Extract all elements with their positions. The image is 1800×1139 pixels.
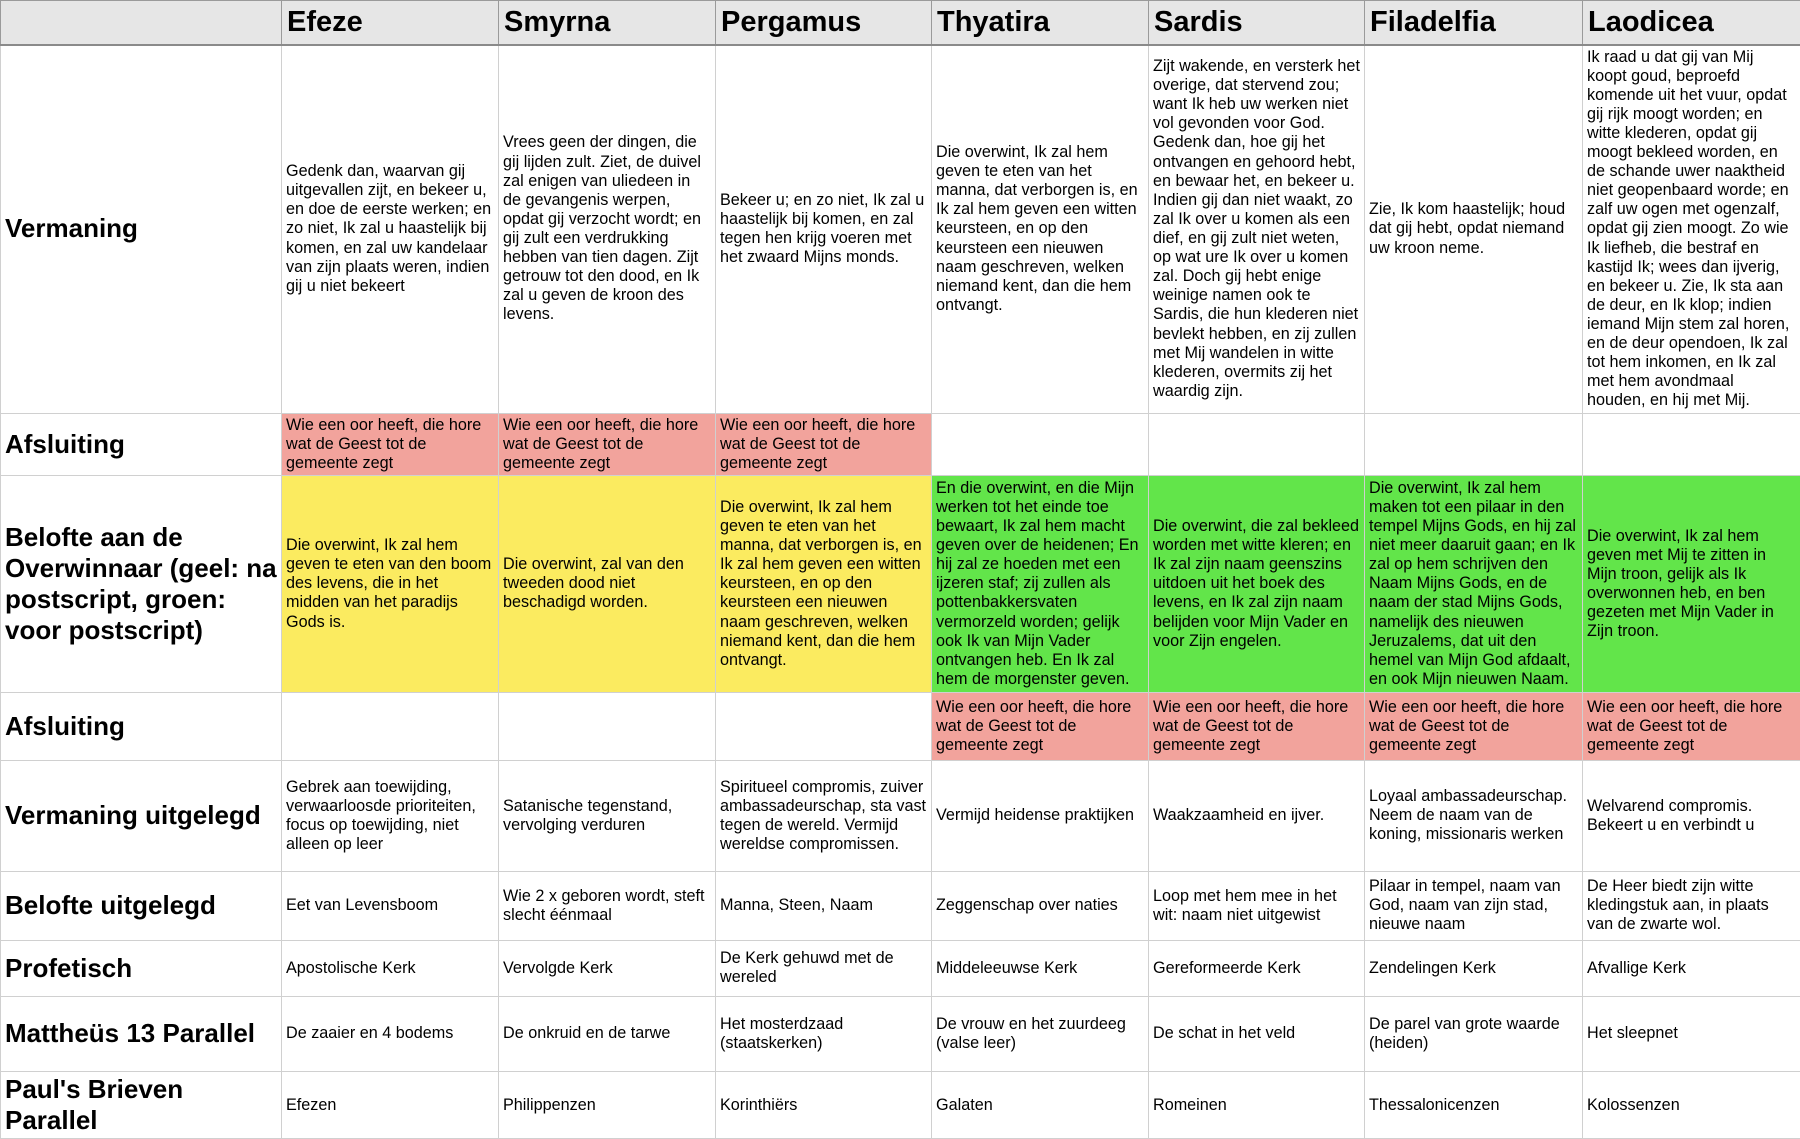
row-header: Mattheüs 13 Parallel: [1, 996, 282, 1071]
table-cell: Spiritueel compromis, zuiver ambassadeurschap, sta vast tegen de wereld. Vermijd wereldse compromissen.: [716, 760, 932, 871]
column-header: Laodicea: [1583, 1, 1800, 45]
table-cell: Eet van Levensboom: [282, 871, 499, 940]
table-cell: Manna, Steen, Naam: [716, 871, 932, 940]
table-cell: De vrouw en het zuurdeeg (valse leer): [932, 996, 1149, 1071]
table-cell: Die overwint, die zal bekleed worden met witte kleren; en Ik zal zijn naam geenszins uitdoen uit het boek des levens, en Ik zal zijn naam belijden voor Mijn Vader en voor Zijn engelen.: [1149, 475, 1365, 692]
table-row: [1, 413, 1800, 475]
row-header: Vermaning uitgelegd: [1, 760, 282, 871]
table-cell: Bekeer u; en zo niet, Ik zal u haastelijk bij komen, en zal tegen hen krijg voeren met het zwaard Mijns monds.: [716, 45, 932, 414]
table-cell: [932, 413, 1149, 475]
column-header: Smyrna: [499, 1, 716, 45]
table-cell: Zie, Ik kom haastelijk; houd dat gij hebt, opdat niemand uw kroon neme.: [1365, 45, 1583, 414]
row-header: Afsluiting: [1, 413, 282, 475]
table-cell: [282, 692, 499, 760]
table-cell: Het mosterdzaad (staatskerken): [716, 996, 932, 1071]
column-header: Filadelfia: [1365, 1, 1583, 45]
column-header: Pergamus: [716, 1, 932, 45]
table-cell: Middeleeuwse Kerk: [932, 940, 1149, 996]
row-header: Afsluiting: [1, 692, 282, 760]
table-row: [1, 871, 1800, 940]
table-row: [1, 475, 1800, 692]
table-cell: De Heer biedt zijn witte kledingstuk aan, in plaats van de zwarte wol.: [1583, 871, 1800, 940]
table-cell: Gebrek aan toewijding, verwaarloosde prioriteiten, focus op toewijding, niet alleen op leer: [282, 760, 499, 871]
table-cell: Gedenk dan, waarvan gij uitgevallen zijt, en bekeer u, en doe de eerste werken; en zo niet, Ik zal u haastelijk bij komen, en zal uw kandelaar van zijn plaats weren, indien gij u niet bekeert: [282, 45, 499, 414]
row-header: Paul's Brieven Parallel: [1, 1071, 282, 1138]
table-cell: Pilaar in tempel, naam van God, naam van zijn stad, nieuwe naam: [1365, 871, 1583, 940]
table-cell: [1583, 413, 1800, 475]
table-cell: Wie een oor heeft, die hore wat de Geest tot de gemeente zegt: [1149, 692, 1365, 760]
row-header: Belofte uitgelegd: [1, 871, 282, 940]
table-cell: Wie 2 x geboren wordt, steft slecht éénmaal: [499, 871, 716, 940]
table-cell: Het sleepnet: [1583, 996, 1800, 1071]
table-cell: Die overwint, Ik zal hem geven te eten van den boom des levens, die in het midden van het paradijs Gods is.: [282, 475, 499, 692]
row-header: Belofte aan de Overwinnaar (geel: na postscript, groen: voor postscript): [1, 475, 282, 692]
row-header: Profetisch: [1, 940, 282, 996]
table-cell: Vrees geen der dingen, die gij lijden zult. Ziet, de duivel zal enigen van uliedeen in de gevangenis werpen, opdat gij verzocht wordt; en gij zult een verdrukking hebben van tien dagen. Zijt getrouw tot den dood, en Ik zal u geven de kroon des levens.: [499, 45, 716, 414]
row-header: Vermaning: [1, 45, 282, 414]
table-cell: Gereformeerde Kerk: [1149, 940, 1365, 996]
table-cell: Efezen: [282, 1071, 499, 1138]
column-header: Efeze: [282, 1, 499, 45]
table-cell: Ik raad u dat gij van Mij koopt goud, beproefd komende uit het vuur, opdat gij rijk moogt worden; en witte klederen, opdat gij moogt bekleed worden, en de schande uwer naaktheid niet geopenbaard worde; en zalf uw ogen met ogenzalf, opdat gij zien moogt. Zo wie Ik liefheb, die bestraf en kastijd Ik; wees dan ijverig, en bekeer u. Zie, Ik sta aan de deur, en Ik klop; indien iemand Mijn stem zal horen, en de deur opendoen, Ik zal tot hem inkomen, en Ik zal met hem avondmaal houden, en hij met Mij.: [1583, 45, 1800, 414]
table-cell: De Kerk gehuwd met de wereled: [716, 940, 932, 996]
table-cell: Loop met hem mee in het wit: naam niet uitgewist: [1149, 871, 1365, 940]
header-corner: [1, 1, 282, 45]
column-header: Sardis: [1149, 1, 1365, 45]
table-cell: Romeinen: [1149, 1071, 1365, 1138]
table-cell: Apostolische Kerk: [282, 940, 499, 996]
table-cell: Wie een oor heeft, die hore wat de Geest tot de gemeente zegt: [1583, 692, 1800, 760]
table-row: [1, 996, 1800, 1071]
table-row: [1, 940, 1800, 996]
table-cell: Die overwint, Ik zal hem geven met Mij te zitten in Mijn troon, gelijk als Ik overwonnen heb, en ben gezeten met Mijn Vader in Zijn troon.: [1583, 475, 1800, 692]
table-row: [1, 760, 1800, 871]
table-cell: [716, 692, 932, 760]
table-cell: Die overwint, Ik zal hem geven te eten van het manna, dat verborgen is, en Ik zal hem geven een witten keursteen, en op den keursteen een nieuwen naam geschreven, welken niemand kent, dan die hem ontvangt.: [932, 45, 1149, 414]
table-row: [1, 692, 1800, 760]
table-cell: Galaten: [932, 1071, 1149, 1138]
table-cell: Vermijd heidense praktijken: [932, 760, 1149, 871]
table-cell: Die overwint, Ik zal hem maken tot een pilaar in den tempel Mijns Gods, en hij zal niet meer daaruit gaan; en Ik zal op hem schrijven den Naam Mijns Gods, en de naam der stad Mijns Gods, namelijk des nieuwen Jeruzalems, dat uit den hemel van Mijn God afdaalt, en ook Mijn nieuwen Naam.: [1365, 475, 1583, 692]
table-cell: Vervolgde Kerk: [499, 940, 716, 996]
table-cell: Wie een oor heeft, die hore wat de Geest tot de gemeente zegt: [282, 413, 499, 475]
table-cell: Wie een oor heeft, die hore wat de Geest tot de gemeente zegt: [499, 413, 716, 475]
table-cell: De schat in het veld: [1149, 996, 1365, 1071]
table-cell: Zendelingen Kerk: [1365, 940, 1583, 996]
table-cell: Wie een oor heeft, die hore wat de Geest tot de gemeente zegt: [716, 413, 932, 475]
table-cell: Die overwint, Ik zal hem geven te eten van het manna, dat verborgen is, en Ik zal hem geven een witten keursteen, en op den keursteen een nieuwen naam geschreven, welken niemand kent, dan die hem ontvangt.: [716, 475, 932, 692]
table-cell: Zeggenschap over naties: [932, 871, 1149, 940]
header-row: [1, 1, 1800, 45]
table-row: [1, 45, 1800, 414]
table-cell: De parel van grote waarde (heiden): [1365, 996, 1583, 1071]
table-cell: Loyaal ambassadeurschap. Neem de naam van de koning, missionaris werken: [1365, 760, 1583, 871]
table-cell: De zaaier en 4 bodems: [282, 996, 499, 1071]
table-cell: Die overwint, zal van den tweeden dood niet beschadigd worden.: [499, 475, 716, 692]
table-cell: De onkruid en de tarwe: [499, 996, 716, 1071]
table-cell: Wie een oor heeft, die hore wat de Geest tot de gemeente zegt: [1365, 692, 1583, 760]
table-cell: [1149, 413, 1365, 475]
table-cell: Wie een oor heeft, die hore wat de Geest tot de gemeente zegt: [932, 692, 1149, 760]
table-cell: Philippenzen: [499, 1071, 716, 1138]
table-cell: Korinthiërs: [716, 1071, 932, 1138]
table-row: [1, 1071, 1800, 1138]
table-cell: Kolossenzen: [1583, 1071, 1800, 1138]
column-header: Thyatira: [932, 1, 1149, 45]
table-cell: Afvallige Kerk: [1583, 940, 1800, 996]
table-cell: Satanische tegenstand, vervolging verduren: [499, 760, 716, 871]
table-cell: En die overwint, en die Mijn werken tot het einde toe bewaart, Ik zal hem macht geven over de heidenen; En hij zal ze hoeden met een ijzeren staf; zij zullen als pottenbakkersvaten vermorzeld worden; gelijk ook Ik van Mijn Vader ontvangen heb. En Ik zal hem de morgenster geven.: [932, 475, 1149, 692]
table-cell: Waakzaamheid en ijver.: [1149, 760, 1365, 871]
table-cell: Thessalonicenzen: [1365, 1071, 1583, 1138]
table-cell: [499, 692, 716, 760]
table-cell: Zijt wakende, en versterk het overige, dat stervend zou; want Ik heb uw werken niet vol gevonden voor God. Gedenk dan, hoe gij het ontvangen en gehoord hebt, en bewaar het, en bekeer u. Indien gij dan niet waakt, zo zal Ik over u komen als een dief, en gij zult niet weten, op wat ure Ik over u komen zal. Doch gij hebt enige weinige namen ook te Sardis, die hun klederen niet bevlekt hebben, en zij zullen met Mij wandelen in witte klederen, overmits zij het waardig zijn.: [1149, 45, 1365, 414]
table-cell: [1365, 413, 1583, 475]
table-cell: Welvarend compromis. Bekeert u en verbindt u: [1583, 760, 1800, 871]
